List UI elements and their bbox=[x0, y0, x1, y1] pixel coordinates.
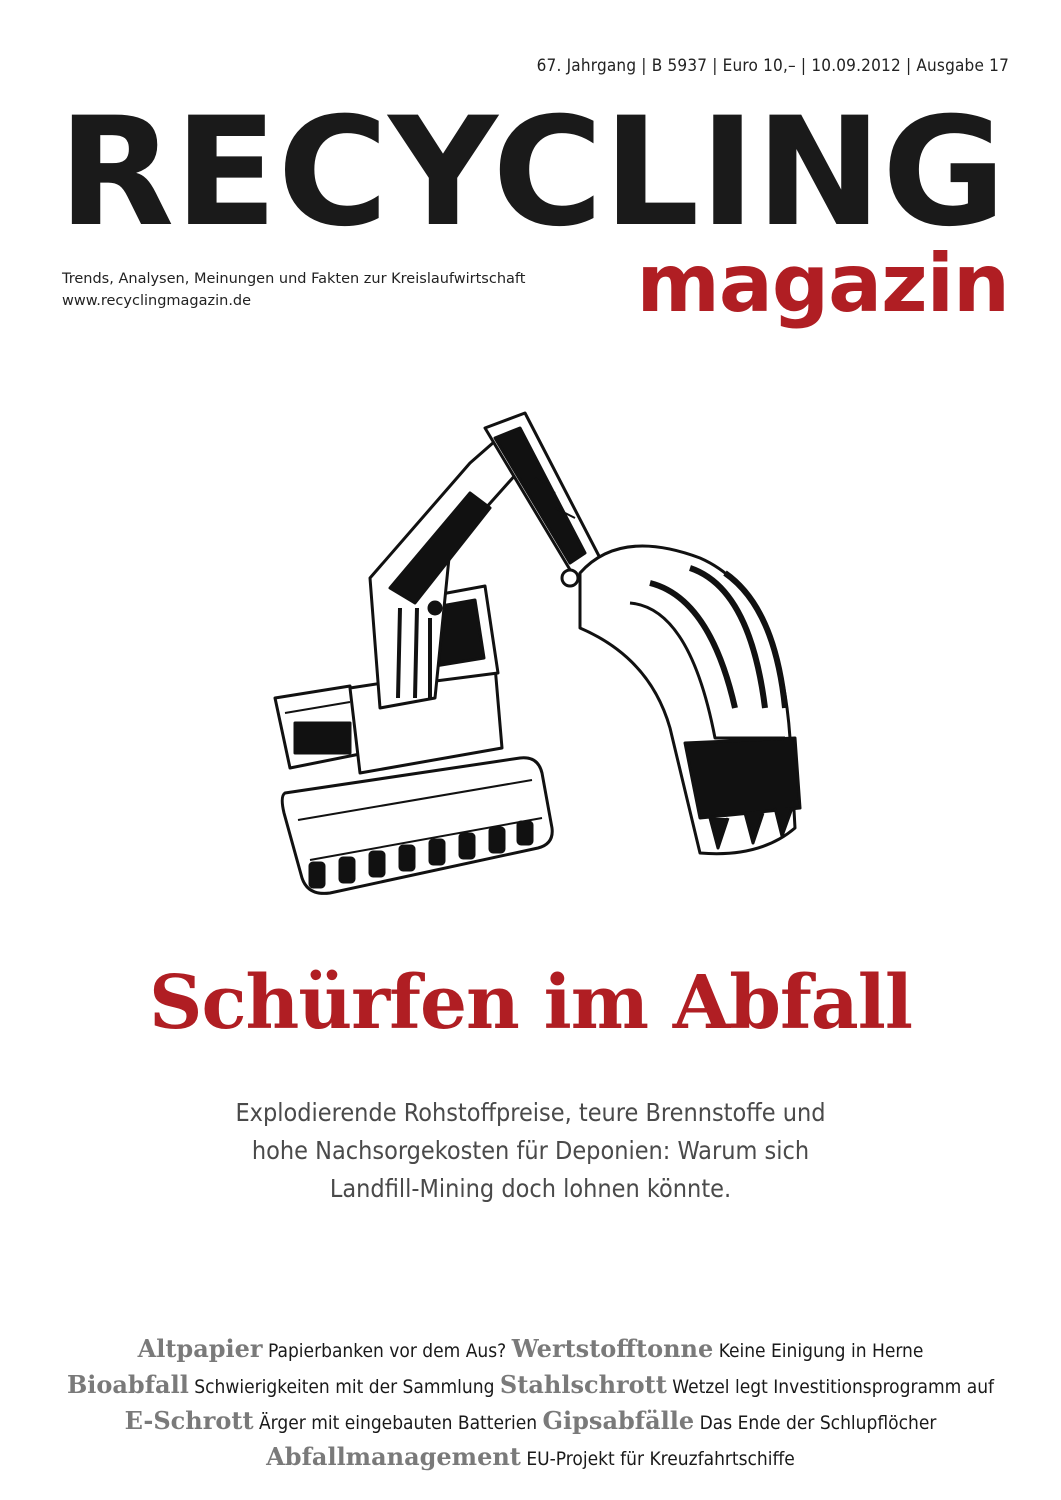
website-link[interactable]: www.recyclingmagazin.de bbox=[62, 293, 252, 309]
subhead-line: hohe Nachsorgekosten für Deponien: Warum sich bbox=[251, 1136, 810, 1165]
cover-headline: Schürfen im Abfall bbox=[149, 960, 912, 1046]
excavator-icon bbox=[270, 408, 830, 898]
teaser-text: Ärger mit eingebauten Batterien bbox=[258, 1412, 538, 1434]
teaser-topic: Gipsabfälle bbox=[542, 1406, 695, 1435]
teaser-topic: Stahlschrott bbox=[499, 1370, 667, 1399]
tagline-text: Trends, Analysen, Meinungen und Fakten zur Kreislaufwirtschaft bbox=[62, 271, 526, 287]
teaser-text: Das Ende der Schlupflöcher bbox=[699, 1412, 937, 1434]
subhead-line: Explodierende Rohstoffpreise, teure Brennstoffe und bbox=[235, 1098, 826, 1127]
teaser-list bbox=[60, 1332, 1001, 1476]
teaser-text: Keine Einigung in Herne bbox=[718, 1340, 924, 1362]
masthead-logo bbox=[58, 100, 1008, 250]
teaser-text: Schwierigkeiten mit der Sammlung bbox=[194, 1376, 495, 1398]
teaser-topic: Bioabfall bbox=[66, 1370, 189, 1399]
tagline bbox=[62, 268, 525, 312]
teaser-topic: E-Schrott bbox=[124, 1406, 254, 1435]
subhead-line: Landfill-Mining doch lohnen könnte. bbox=[329, 1174, 732, 1203]
teaser-text: Wetzel legt Investitionsprogramm auf bbox=[672, 1376, 995, 1398]
teaser-text: EU-Projekt für Kreuzfahrtschiffe bbox=[526, 1448, 795, 1470]
teaser-topic: Abfallmanagement bbox=[266, 1442, 521, 1471]
teaser-topic: Wertstofftonne bbox=[511, 1334, 714, 1363]
issue-info: 67. Jahrgang | B 5937 | Euro 10,– | 10.09.2012 | Ausgabe 17 bbox=[536, 56, 1009, 76]
teaser-text: Papierbanken vor dem Aus? bbox=[268, 1340, 507, 1362]
cover-subheadline bbox=[160, 1094, 901, 1208]
teaser-topic: Altpapier bbox=[137, 1334, 263, 1363]
masthead-subtitle: magazin bbox=[636, 237, 1009, 330]
masthead-title: RECYCLING bbox=[58, 100, 1006, 250]
